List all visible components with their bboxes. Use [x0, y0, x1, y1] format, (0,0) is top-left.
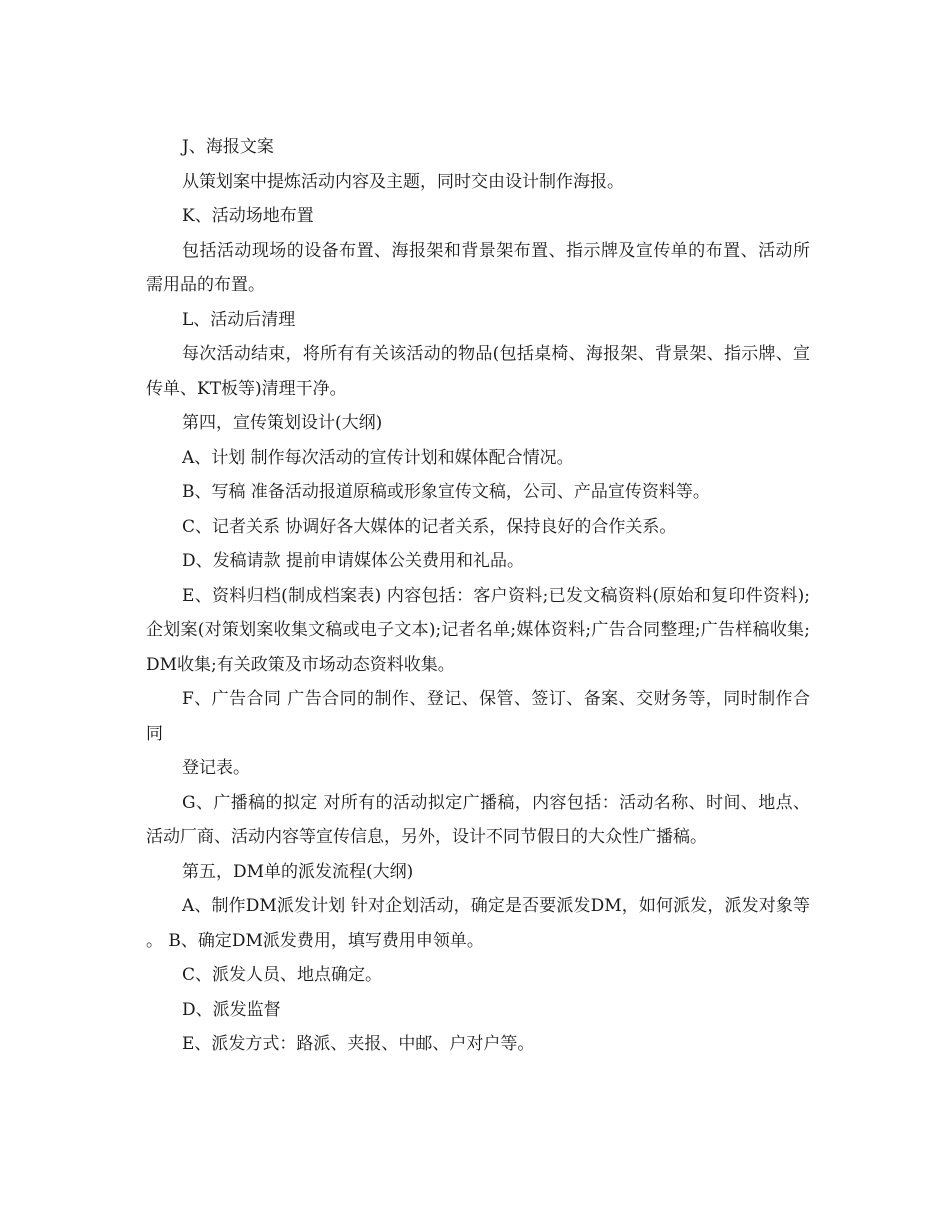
paragraph-poster-copy: 从策划案中提炼活动内容及主题，同时交由设计制作海报。: [182, 171, 624, 192]
section-heading-four: 第四，宣传策划设计(大纲): [182, 413, 383, 433]
item-d-supervision: D、派发监督: [182, 999, 281, 1020]
item-f-continuation: 登记表。: [182, 758, 250, 778]
item-d-funding: D、发稿请款 提前申请媒体公关费用和礼品。: [182, 551, 525, 571]
heading-l-cleanup: L、活动后清理: [182, 309, 296, 330]
paragraph-venue-setup: 包括活动现场的设备布置、海报架和背景架布置、指示牌及宣传单的布置、活动所需用品的布置。: [146, 240, 810, 295]
item-g-broadcast: G、广播稿的拟定 对所有的活动拟定广播稿，内容包括：活动名称、时间、地点、活动厂商、活动内容等宣传信息，另外，设计不同节假日的大众性广播稿。: [146, 792, 810, 847]
document-body: [146, 130, 810, 1062]
item-e-archiving: E、资料归档(制成档案表) 内容包括：客户资料;已发文稿资料(原始和复印件资料);企划案(对策划案收集文稿或电子文本);记者名单;媒体资料;广告合同整理;广告样稿收集;DM收集;有关政策及市场动态资料收集。: [146, 585, 810, 675]
item-c-press-relations: C、记者关系 协调好各大媒体的记者关系，保持良好的合作关系。: [182, 516, 677, 537]
section-heading-five: 第五，DM单的派发流程(大纲): [182, 861, 414, 882]
item-a-dm-plan: A、制作DM派发计划 针对企划活动，确定是否要派发DM，如何派发，派发对象等。 B、确定DM派发费用，填写费用申领单。: [146, 896, 810, 951]
item-f-ad-contract: F、广告合同 广告合同的制作、登记、保管、签订、备案、交财务等，同时制作合同: [146, 689, 810, 744]
heading-k-venue-setup: K、活动场地布置: [182, 206, 314, 226]
paragraph-cleanup: 每次活动结束，将所有有关该活动的物品(包括桌椅、海报架、背景架、指示牌、宣传单、KT板等)清理干净。: [146, 344, 810, 399]
item-a-plan: A、计划 制作每次活动的宣传计划和媒体配合情况。: [182, 447, 574, 468]
item-c-staff-location: C、派发人员、地点确定。: [182, 965, 383, 985]
heading-j-poster-copy: J、海报文案: [182, 137, 274, 157]
item-b-writing: B、写稿 准备活动报道原稿或形象宣传文稿，公司、产品宣传资料等。: [182, 482, 710, 502]
item-e-methods: E、派发方式：路派、夹报、中邮、户对户等。: [182, 1034, 535, 1054]
